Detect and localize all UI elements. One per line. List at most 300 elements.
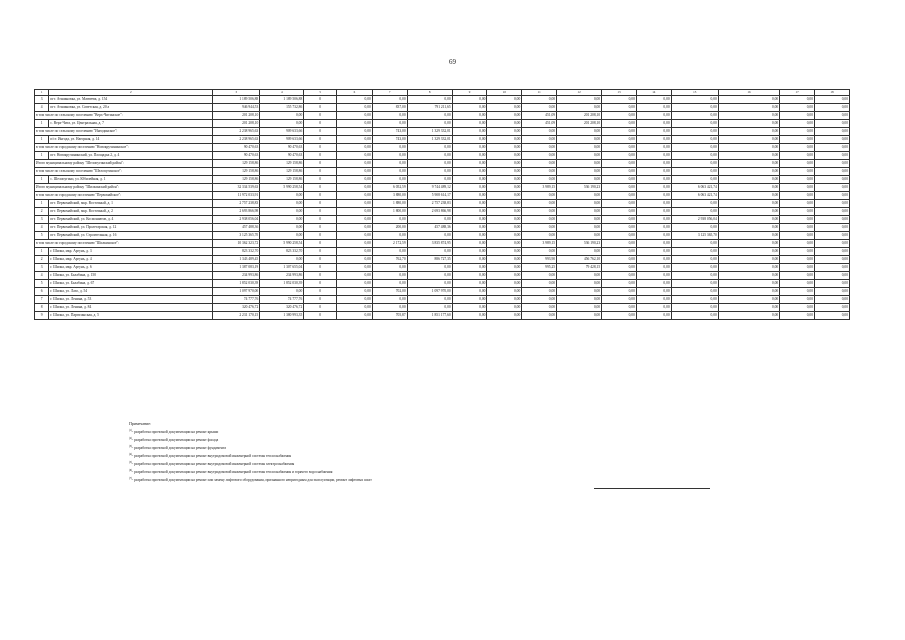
value-cell: 705,87 xyxy=(372,312,407,320)
subtotal-cell: 0,00 xyxy=(337,240,373,248)
value-cell: 0,00 xyxy=(337,256,373,264)
value-cell: 0,00 xyxy=(487,264,522,272)
value-cell: 0 xyxy=(304,120,337,128)
value-cell: 0,00 xyxy=(718,120,779,128)
value-cell: 0,00 xyxy=(602,256,637,264)
subtotal-cell: 0,00 xyxy=(815,144,850,152)
value-cell: 0,00 xyxy=(780,136,815,144)
note-text: - разработка проектной документации на ремонт внутридомовой инженерной системы теплоснабжения и горячего водоснабжения xyxy=(132,469,333,474)
table-row xyxy=(35,312,850,320)
signature-line xyxy=(594,488,710,489)
value-cell: 0,00 xyxy=(602,176,637,184)
value-cell: 0,00 xyxy=(452,296,487,304)
subtotal-cell: 0,00 xyxy=(718,160,779,168)
value-cell: 0,00 xyxy=(522,224,557,232)
subtotal-cell: 0,00 xyxy=(636,184,671,192)
value-cell: 0,00 xyxy=(407,280,452,288)
value-cell: 0 xyxy=(304,312,337,320)
subtotal-cell: 0,00 xyxy=(636,168,671,176)
subtotal-cell: 0,00 xyxy=(557,128,602,136)
value-cell: 1 189 506,88 xyxy=(260,96,304,104)
value-cell: 0 xyxy=(304,296,337,304)
value-cell: 993,90 xyxy=(522,256,557,264)
value-cell: 0,00 xyxy=(452,256,487,264)
value-cell: 0,00 xyxy=(602,120,637,128)
value-cell: 0,00 xyxy=(718,176,779,184)
value-cell: 0,00 xyxy=(487,224,522,232)
address-cell: пгт. Первомайский, мкр. Восточный, д. 2 xyxy=(49,208,213,216)
note-mark: (6) xyxy=(129,468,133,472)
subtotal-cell: 90 470,63 xyxy=(260,144,304,152)
subtotal-cell: 5 990 258,54 xyxy=(260,240,304,248)
subtotal-cell: 0,00 xyxy=(337,128,373,136)
value-cell: 0,00 xyxy=(407,152,452,160)
value-cell: 0,00 xyxy=(815,280,850,288)
subtotal-cell: 0,00 xyxy=(522,128,557,136)
subtotal-row xyxy=(35,168,850,176)
row-index: 5 xyxy=(35,232,49,240)
value-cell: 0,00 xyxy=(815,120,850,128)
subtotal-cell: 0,00 xyxy=(671,240,718,248)
note-text: - разработка проектной документации на ремонт крыши xyxy=(132,429,219,434)
value-cell: 0,00 xyxy=(602,304,637,312)
subtotal-cell: 0,00 xyxy=(815,112,850,120)
column-number-cell: 12 xyxy=(557,90,602,96)
subtotal-cell: 0,00 xyxy=(636,192,671,200)
value-cell: 0,00 xyxy=(671,264,718,272)
row-index: 5 xyxy=(35,280,49,288)
value-cell: 0,00 xyxy=(487,304,522,312)
column-number-cell: 1 xyxy=(35,90,49,96)
value-cell: 0,00 xyxy=(636,176,671,184)
value-cell: 0,00 xyxy=(337,312,373,320)
subtotal-cell: 0,00 xyxy=(780,192,815,200)
value-cell: 0,00 xyxy=(487,96,522,104)
subtotal-cell: 0 xyxy=(304,168,337,176)
value-cell: 0,00 xyxy=(671,120,718,128)
subtotal-cell: 0,00 xyxy=(602,144,637,152)
value-cell: 823 332,70 xyxy=(213,248,260,256)
value-cell: 0,00 xyxy=(487,136,522,144)
address-cell: г. Шилка, ул. Ленина, д. 84 xyxy=(49,304,213,312)
note-text: - разработка проектной документации на ремонт фасада xyxy=(132,437,219,442)
column-number-cell: 10 xyxy=(487,90,522,96)
value-cell: 0,00 xyxy=(636,224,671,232)
value-cell: 946 944,53 xyxy=(213,104,260,112)
subtotal-cell: 3 989,15 xyxy=(522,184,557,192)
value-cell: 456 762,10 xyxy=(557,256,602,264)
value-cell: 0,00 xyxy=(815,136,850,144)
value-cell: 0,00 xyxy=(815,264,850,272)
value-cell: 0,00 xyxy=(815,200,850,208)
subtotal-cell: 0 xyxy=(304,192,337,200)
notes-block xyxy=(129,421,372,484)
value-cell: 0,00 xyxy=(671,104,718,112)
subtotal-cell: 3 835 874,95 xyxy=(407,240,452,248)
subtotal-cell: 0 xyxy=(304,144,337,152)
value-cell: 0,00 xyxy=(718,152,779,160)
value-cell: 0,00 xyxy=(636,264,671,272)
value-cell: 837,00 xyxy=(372,104,407,112)
value-cell: 0,00 xyxy=(260,200,304,208)
value-cell: 0,00 xyxy=(815,256,850,264)
column-number-cell: 15 xyxy=(671,90,718,96)
value-cell: 0,00 xyxy=(815,248,850,256)
column-number-cell: 5 xyxy=(304,90,337,96)
value-cell: 0 xyxy=(304,104,337,112)
subtotal-cell: 0,00 xyxy=(602,240,637,248)
value-cell: 0,00 xyxy=(337,200,373,208)
value-cell: 0,00 xyxy=(718,208,779,216)
subtotal-cell: 0,00 xyxy=(815,128,850,136)
value-cell: 0,00 xyxy=(602,152,637,160)
value-cell: 0 xyxy=(304,136,337,144)
value-cell: 0,00 xyxy=(557,288,602,296)
value-cell: 0,00 xyxy=(780,176,815,184)
value-cell: 0,00 xyxy=(407,304,452,312)
page-number: 69 xyxy=(449,58,456,66)
subtotal-cell: 0,00 xyxy=(337,192,373,200)
address-cell: пгт. Атамановка, ул. Матвеева, д. 154 xyxy=(49,96,213,104)
value-cell: 0,00 xyxy=(671,280,718,288)
subtotal-cell: 5 908 614,17 xyxy=(407,192,452,200)
subtotal-cell: 0,00 xyxy=(815,160,850,168)
value-cell: 0,00 xyxy=(602,232,637,240)
subtotal-cell: 0,00 xyxy=(671,168,718,176)
value-cell: 0,00 xyxy=(780,104,815,112)
value-cell: 0,00 xyxy=(487,256,522,264)
table-row xyxy=(35,288,850,296)
value-cell: 0 xyxy=(304,280,337,288)
value-cell: 1 852 030,39 xyxy=(213,280,260,288)
value-cell: 0,00 xyxy=(671,288,718,296)
value-cell: 0,00 xyxy=(522,272,557,280)
subtotal-cell: 0,00 xyxy=(337,184,373,192)
subtotal-label: в том числе по сельскому поселению "Шелопугинское": xyxy=(35,168,213,176)
address-cell: г. Шилка, мкр. Аргунь, д. 3 xyxy=(49,248,213,256)
value-cell: 0,00 xyxy=(407,248,452,256)
value-cell: 0,00 xyxy=(815,272,850,280)
value-cell: 0,00 xyxy=(260,216,304,224)
value-cell: 0,00 xyxy=(602,288,637,296)
subtotal-cell: 743,00 xyxy=(372,128,407,136)
value-cell: 0,00 xyxy=(815,104,850,112)
value-cell: 0,00 xyxy=(522,152,557,160)
value-cell: 2 693 866,98 xyxy=(407,208,452,216)
table-row xyxy=(35,272,850,280)
value-cell: 0,00 xyxy=(487,176,522,184)
value-cell: 0,00 xyxy=(452,200,487,208)
subtotal-cell: 0,00 xyxy=(337,160,373,168)
row-index: 9 xyxy=(35,312,49,320)
value-cell: 995,25 xyxy=(522,264,557,272)
subtotal-cell: 0,00 xyxy=(718,168,779,176)
subtotal-cell: 0,00 xyxy=(780,168,815,176)
value-cell: 0,00 xyxy=(337,136,373,144)
address-cell: с. Шелопугино, ул. Юбилейная, д. 1 xyxy=(49,176,213,184)
value-cell: 0,00 xyxy=(636,296,671,304)
table-row xyxy=(35,280,850,288)
value-cell: 2 757 238,83 xyxy=(407,200,452,208)
subtotal-cell: 0,00 xyxy=(602,192,637,200)
value-cell: 0,00 xyxy=(260,120,304,128)
subtotal-cell: 0,00 xyxy=(522,144,557,152)
subtotal-cell: 129 158,86 xyxy=(260,168,304,176)
subtotal-cell: 0,00 xyxy=(815,240,850,248)
address-cell: пгт. Первомайский, ул. Строительная, д. 16 xyxy=(49,232,213,240)
value-cell: 234 993,86 xyxy=(260,272,304,280)
value-cell: 0,00 xyxy=(780,232,815,240)
value-cell: 2 938 056,04 xyxy=(671,216,718,224)
row-index: 2 xyxy=(35,256,49,264)
subtotal-cell: 0,00 xyxy=(557,144,602,152)
value-cell: 0,00 xyxy=(337,216,373,224)
value-cell: 0,00 xyxy=(636,256,671,264)
value-cell: 0,00 xyxy=(671,304,718,312)
value-cell: 0,00 xyxy=(337,272,373,280)
address-cell: г. Шилка, ул. Лазо, д. 54 xyxy=(49,288,213,296)
value-cell: 1 189 506,88 xyxy=(213,96,260,104)
subtotal-cell: 90 470,63 xyxy=(213,144,260,152)
value-cell: 0,00 xyxy=(372,232,407,240)
subtotal-cell: 0,00 xyxy=(452,144,487,152)
value-cell: 2 938 056,04 xyxy=(213,216,260,224)
subtotal-cell: 451,09 xyxy=(522,112,557,120)
value-cell: 0,00 xyxy=(557,296,602,304)
value-cell: 0,00 xyxy=(636,96,671,104)
address-cell: с. Верх-Чита, ул. Центральная, д. 7 xyxy=(49,120,213,128)
value-cell: 0,00 xyxy=(718,304,779,312)
subtotal-cell: 0,00 xyxy=(452,160,487,168)
value-cell: 0,00 xyxy=(780,272,815,280)
value-cell: 129 158,86 xyxy=(260,176,304,184)
value-cell: 0,00 xyxy=(407,264,452,272)
subtotal-cell: 0,00 xyxy=(636,128,671,136)
value-cell: 702,00 xyxy=(372,288,407,296)
value-cell: 0,00 xyxy=(780,264,815,272)
value-cell: 451,09 xyxy=(522,120,557,128)
value-cell: 0,00 xyxy=(372,304,407,312)
value-cell: 0,00 xyxy=(487,120,522,128)
value-cell: 320 476,72 xyxy=(213,304,260,312)
value-cell: 0,00 xyxy=(780,120,815,128)
value-cell: 0,00 xyxy=(452,176,487,184)
subtotal-cell: 2 172,59 xyxy=(372,240,407,248)
value-cell: 0,00 xyxy=(487,296,522,304)
value-cell: 0,00 xyxy=(815,296,850,304)
value-cell: 0,00 xyxy=(557,208,602,216)
subtotal-cell: 0,00 xyxy=(780,240,815,248)
value-cell: 0,00 xyxy=(522,136,557,144)
value-cell: 0 xyxy=(304,272,337,280)
value-cell: 909 633,66 xyxy=(260,136,304,144)
subtotal-cell: 0,00 xyxy=(522,192,557,200)
value-cell: 0,00 xyxy=(602,296,637,304)
value-cell: 0,00 xyxy=(487,272,522,280)
value-cell: 0,00 xyxy=(718,280,779,288)
value-cell: 1 329 332,01 xyxy=(407,136,452,144)
column-number-cell: 17 xyxy=(780,90,815,96)
value-cell: 0,00 xyxy=(557,152,602,160)
note-mark: (1) xyxy=(129,428,133,432)
note-mark: (4) xyxy=(129,452,133,456)
subtotal-cell: 0,00 xyxy=(487,112,522,120)
value-cell: 201 208,10 xyxy=(213,120,260,128)
table-row xyxy=(35,256,850,264)
value-cell: 0,00 xyxy=(407,176,452,184)
subtotal-cell: 0,00 xyxy=(372,168,407,176)
value-cell: 0,00 xyxy=(407,120,452,128)
subtotal-cell: 0,00 xyxy=(636,240,671,248)
note-item xyxy=(129,444,372,452)
value-cell: 0,00 xyxy=(815,288,850,296)
subtotal-cell: 0,00 xyxy=(372,160,407,168)
note-item xyxy=(129,436,372,444)
subtotal-cell: 0,00 xyxy=(260,192,304,200)
subtotal-cell: 201 208,10 xyxy=(213,112,260,120)
subtotal-cell: 0,00 xyxy=(487,128,522,136)
value-cell: 0 xyxy=(304,200,337,208)
value-cell: 0 xyxy=(304,264,337,272)
value-cell: 0,00 xyxy=(718,264,779,272)
value-cell: 0,00 xyxy=(815,232,850,240)
value-cell: 0,00 xyxy=(487,152,522,160)
value-cell: 0,00 xyxy=(522,96,557,104)
value-cell: 0 xyxy=(304,152,337,160)
value-cell: 0,00 xyxy=(452,96,487,104)
value-cell: 0,00 xyxy=(636,288,671,296)
table-body xyxy=(35,90,850,320)
value-cell: 0,00 xyxy=(557,280,602,288)
subtotal-cell: 0,00 xyxy=(557,160,602,168)
subtotal-cell: 0,00 xyxy=(487,168,522,176)
subtotal-cell: 0,00 xyxy=(780,112,815,120)
subtotal-cell: 0,00 xyxy=(636,112,671,120)
subtotal-cell: 0,00 xyxy=(718,192,779,200)
value-cell: 0,00 xyxy=(636,280,671,288)
value-cell: 0,00 xyxy=(557,200,602,208)
value-cell: 0,00 xyxy=(337,224,373,232)
note-text: - разработка проектной документации на ремонт или замену лифтового оборудования, признанного непригодным для эксплуатации, ремонт лифтовых шахт xyxy=(132,477,372,482)
row-index: 1 xyxy=(35,120,49,128)
value-cell: 0,00 xyxy=(337,104,373,112)
subtotal-cell: 0,00 xyxy=(815,192,850,200)
table-row xyxy=(35,224,850,232)
value-cell: 0,00 xyxy=(602,136,637,144)
note-mark: (7) xyxy=(129,476,133,480)
subtotal-cell: 0,00 xyxy=(260,112,304,120)
table-row xyxy=(35,208,850,216)
value-cell: 0,00 xyxy=(522,280,557,288)
table-row xyxy=(35,152,850,160)
value-cell: 0,00 xyxy=(718,96,779,104)
row-index: 7 xyxy=(35,296,49,304)
value-cell: 0,00 xyxy=(602,272,637,280)
address-cell: г. Шилка, мкр. Аргунь, д. 6 xyxy=(49,264,213,272)
subtotal-cell: 201 208,10 xyxy=(557,112,602,120)
value-cell: 0,00 xyxy=(372,264,407,272)
value-cell: 0,00 xyxy=(718,256,779,264)
row-index: 4 xyxy=(35,272,49,280)
value-cell: 0,00 xyxy=(452,224,487,232)
note-item xyxy=(129,428,372,436)
value-cell: 0,00 xyxy=(487,208,522,216)
value-cell: 0,00 xyxy=(718,232,779,240)
value-cell: 0,00 xyxy=(671,312,718,320)
value-cell: 1 880,00 xyxy=(372,200,407,208)
repair-program-table xyxy=(34,89,850,320)
value-cell: 0,00 xyxy=(780,216,815,224)
subtotal-cell: 0,00 xyxy=(671,160,718,168)
subtotal-cell: 0,00 xyxy=(452,192,487,200)
value-cell: 0,00 xyxy=(671,96,718,104)
subtotal-cell: 5 990 258,54 xyxy=(260,184,304,192)
value-cell: 0,00 xyxy=(602,312,637,320)
subtotal-cell: 0,00 xyxy=(780,184,815,192)
subtotal-row xyxy=(35,240,850,248)
subtotal-cell: 0,00 xyxy=(487,184,522,192)
value-cell: 0,00 xyxy=(522,200,557,208)
subtotal-cell: 0,00 xyxy=(557,192,602,200)
value-cell: 0,00 xyxy=(671,224,718,232)
subtotal-cell: 0,00 xyxy=(718,112,779,120)
value-cell: 886 727,35 xyxy=(407,256,452,264)
subtotal-cell: 2 238 965,63 xyxy=(213,128,260,136)
notes-list xyxy=(129,428,372,484)
value-cell: 0,00 xyxy=(636,152,671,160)
value-cell: 0,00 xyxy=(452,104,487,112)
subtotal-cell: 0,00 xyxy=(487,192,522,200)
value-cell: 1 097 970,00 xyxy=(407,288,452,296)
value-cell: 0,00 xyxy=(557,248,602,256)
value-cell: 0,00 xyxy=(337,96,373,104)
address-cell: г. Шилка, ул. Балабина, д. 67 xyxy=(49,280,213,288)
value-cell: 0,00 xyxy=(522,216,557,224)
value-cell: 0,00 xyxy=(557,104,602,112)
row-index: 1 xyxy=(35,152,49,160)
value-cell: 0,00 xyxy=(671,176,718,184)
subtotal-cell: 0,00 xyxy=(780,160,815,168)
row-index: 8 xyxy=(35,304,49,312)
value-cell: 0 xyxy=(304,96,337,104)
value-cell: 90 470,63 xyxy=(213,152,260,160)
column-number-cell: 2 xyxy=(49,90,213,96)
value-cell: 0,00 xyxy=(636,272,671,280)
column-number-cell: 16 xyxy=(718,90,779,96)
value-cell: 0,00 xyxy=(372,176,407,184)
table-row xyxy=(35,264,850,272)
value-cell: 0 xyxy=(304,288,337,296)
subtotal-cell: 0,00 xyxy=(487,144,522,152)
subtotal-cell: 0,00 xyxy=(452,240,487,248)
subtotal-cell: 0 xyxy=(304,112,337,120)
value-cell: 0,00 xyxy=(452,280,487,288)
column-number-cell: 13 xyxy=(602,90,637,96)
value-cell: 0,00 xyxy=(557,136,602,144)
subtotal-label: Итого муниципальному району "Шилкинский район": xyxy=(35,184,213,192)
subtotal-cell: 0,00 xyxy=(522,168,557,176)
table-row xyxy=(35,248,850,256)
value-cell: 0,00 xyxy=(780,312,815,320)
value-cell: 0,00 xyxy=(407,296,452,304)
value-cell: 1 851 177,60 xyxy=(407,312,452,320)
value-cell: 0 xyxy=(304,208,337,216)
value-cell: 0,00 xyxy=(260,288,304,296)
value-cell: 0,00 xyxy=(815,176,850,184)
subtotal-cell: 536 190,23 xyxy=(557,184,602,192)
value-cell: 0 xyxy=(304,176,337,184)
subtotal-cell: 129 158,86 xyxy=(213,160,260,168)
